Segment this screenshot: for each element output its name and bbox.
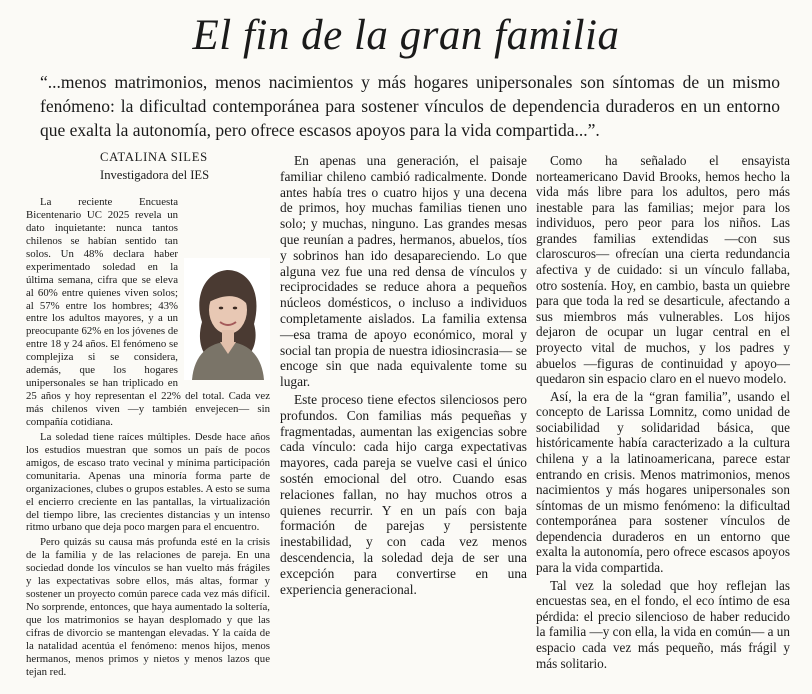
lead-quote: “...menos matrimonios, menos nacimientos y más hogares unipersonales son síntomas de un mismo fenómeno: la dificultad contemporánea para sostener vínculos de dependencia duraderos en un entorno que exalta la autonomía, pero ofrece escasos apoyos para la vida compartida...”. (40, 72, 780, 140)
paragraph: Como ha señalado el ensayista norteamericano David Brooks, hemos hecho la vida más libre para los adultos, pero más inestable para las familias; mejor para los individuos, pero peor para los niños. Las grandes familias extendidas —con sus claroscuros— ofrecían una cierta redundancia afectiva y de cuidado: si un vínculo fallaba, otro sostenía. Hoy, en cambio, basta un quiebre para que toda la red se desarticule, afectando a sus miembros más vulnerables. Los hijos dejaron de ocupar un lugar central en el proyecto vital de muchos, y los padres y abuelos —figuras de continuidad y apoyo— quedaron sin espacio claro en el nuevo modelo. (536, 153, 790, 387)
column-3 (536, 153, 790, 673)
article-title: El fin de la gran familia (192, 12, 620, 59)
author-role: Investigadora del IES (100, 168, 210, 182)
author-portrait (184, 258, 270, 380)
paragraph: La soledad tiene raíces múltiples. Desde hace años los estudios muestran que somos un país de pocos amigos, de escaso trato vecinal y mínima participación comunitaria. Apenas una minoría forma parte de organizaciones, clubes o grupos estables. A esto se suma el encierro creciente en las pantallas, la virtualización del tiempo libre, las crecientes distancias y un intenso ritmo urbano que deja poco margen para el encuentro. (26, 430, 270, 534)
paragraph: La reciente Encuesta Bicentenario UC 2025 revela un dato inquietante: nunca tantos chilenos se habían sentido tan solos. Un 48% declara haber experimentado soledad en la última semana, cifra que se eleva al 60% entre quienes viven solos; al 57% entre los hombres; 43% entre los adultos mayores, y a un preocupante 62% en los jóvenes de entre 18 y 24 años. El fenómeno se complejiza si se considera, además, que los hogares unipersonales se han triplicado en 25 años y hoy representan el 22% del total. Cada vez más chilenos viven —y también envejecen— sin compañía cotidiana. (26, 196, 270, 428)
author-name: CATALINA SILES (100, 150, 208, 164)
paragraph: En apenas una generación, el paisaje familiar chileno cambió radicalmente. Donde antes había tres o cuatro hijos y una decena de primos, hoy muchas familias tienen uno solo; y muchas, ninguno. Las grandes mesas que reunían a padres, hermanos, abuelos, tíos y sobrinos han ido desapareciendo. Lo que alguna vez fue una red densa de vínculos y reciprocidades se reduce ahora a pequeños núcleos domésticos, o incluso a individuos completamente aislados. La familia extensa —esa trama de apoyo económico, moral y social tan propia de nuestra idiosincrasia— se encoge sin que nada equivalente tome su lugar. (280, 153, 527, 390)
portrait-photo-icon (184, 258, 270, 380)
column-1 (26, 196, 270, 681)
column-2 (280, 153, 527, 599)
paragraph: Pero quizás su causa más profunda esté en la crisis de la familia y de las relaciones de pareja. En una sociedad donde los vínculos se han vuelto más frágiles y las expectativas sobre ellos, más altas, formar y sostener un proyecto común parece cada vez más difícil. No sorprende, entonces, que haya aumentado la soltería, que los matrimonios se hayan desplomado y que las cifras de divorcio se mantengan elevadas. Y la caída de la natalidad acentúa el fenómeno: menos hijos, menos hermanos, menos primos y nietos y menos lazos que tejan red. (26, 536, 270, 678)
paragraph: Tal vez la soledad que hoy reflejan las encuestas sea, en el fondo, el eco íntimo de esa pérdida: el precio silencioso de haber reducido la familia —y con ella, la vida en común— a un espacio cada vez más pequeño, más frágil y más solitario. (536, 577, 790, 671)
paragraph: Así, la era de la “gran familia”, usando el concepto de Larissa Lomnitz, como unidad de sociabilidad y solidaridad básica, que históricamente había caracterizado a la cultura chilena y a la latinoamericana, parece estar entrando en crisis. Menos matrimonios, menos nacimientos y más hogares unipersonales son síntomas de un mismo fenómeno: la dificultad contemporánea para sostener vínculos de dependencia duraderos en un entorno que exalta la autonomía, pero ofrece escasos apoyos para la vida compartida. (536, 388, 790, 576)
paragraph: Este proceso tiene efectos silenciosos pero profundos. Con familias más pequeñas y fragmentadas, aumentan las exigencias sobre cada vínculo: cada hijo carga expectativas mayores, cada pareja se vuelve casi el único sostén emocional del otro. Cuando esas relaciones fallan, no hay muchos otros a quienes recurrir. Y en un país con baja formación de parejas y persistente inestabilidad, y con cada vez menos descendencia, la soledad deja de ser una excepción para convertirse en una experiencia generacional. (280, 391, 527, 597)
